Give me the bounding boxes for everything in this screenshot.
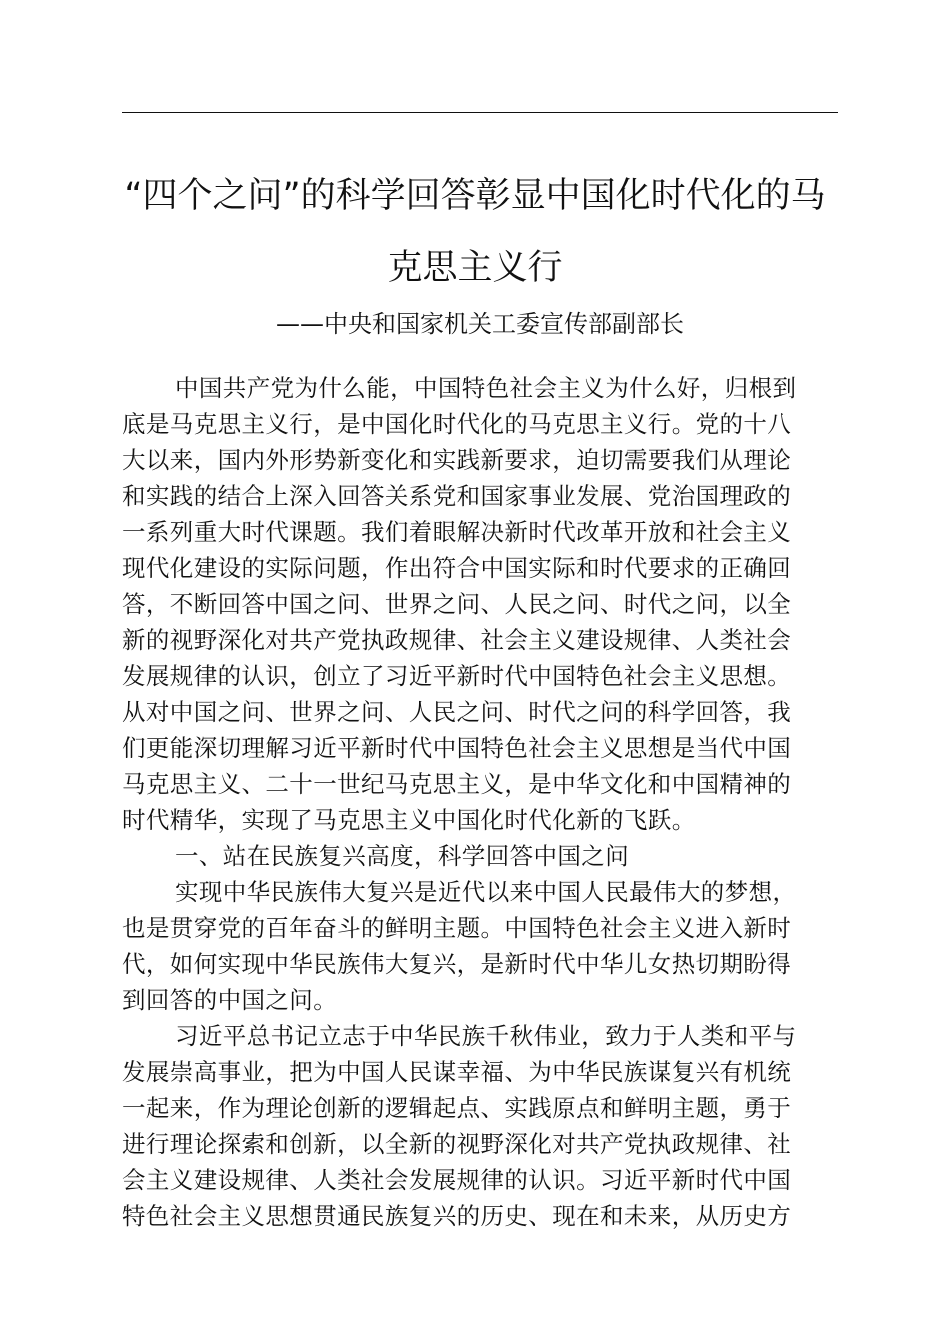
body-line: 时代精华，实现了马克思主义中国化时代化新的飞跃。 xyxy=(122,806,696,834)
body-line: 中国共产党为什么能，中国特色社会主义为什么好，归根到 xyxy=(175,374,797,402)
document-subtitle: ——中央和国家机关工委宣传部副部长 xyxy=(276,310,684,338)
body-line: 底是马克思主义行，是中国化时代化的马克思主义行。党的十八 xyxy=(122,410,792,438)
body-line: 和实践的结合上深入回答关系党和国家事业发展、党治国理政的 xyxy=(122,482,792,510)
body-line: 会主义建设规律、人类社会发展规律的认识。习近平新时代中国 xyxy=(122,1166,792,1194)
body-line: 习近平总书记立志于中华民族千秋伟业，致力于人类和平与 xyxy=(175,1022,797,1050)
body-line: 一系列重大时代课题。我们着眼解决新时代改革开放和社会主义 xyxy=(122,518,792,546)
body-line: 新的视野深化对共产党执政规律、社会主义建设规律、人类社会 xyxy=(122,626,792,654)
body-line: 现代化建设的实际问题，作出符合中国实际和时代要求的正确回 xyxy=(122,554,792,582)
body-line: 也是贯穿党的百年奋斗的鲜明主题。中国特色社会主义进入新时 xyxy=(122,914,792,942)
body-line: 到回答的中国之问。 xyxy=(122,986,338,1014)
section-heading-1: 一、站在民族复兴高度，科学回答中国之问 xyxy=(175,842,630,870)
body-line: 马克思主义、二十一世纪马克思主义，是中华文化和中国精神的 xyxy=(122,770,792,798)
body-line: 答，不断回答中国之问、世界之问、人民之问、时代之问，以全 xyxy=(122,590,792,618)
body-line: 大以来，国内外形势新变化和实践新要求，迫切需要我们从理论 xyxy=(122,446,792,474)
body-line: 代，如何实现中华民族伟大复兴，是新时代中华儿女热切期盼得 xyxy=(122,950,792,978)
body-line: 特色社会主义思想贯通民族复兴的历史、现在和未来，从历史方 xyxy=(122,1202,792,1230)
body-line: 实现中华民族伟大复兴是近代以来中国人民最伟大的梦想， xyxy=(175,878,797,906)
body-line: 们更能深切理解习近平新时代中国特色社会主义思想是当代中国 xyxy=(122,734,792,762)
body-line: 发展规律的认识，创立了习近平新时代中国特色社会主义思想。 xyxy=(122,662,792,690)
top-divider-line xyxy=(122,112,838,113)
document-title-line-1: “四个之问”的科学回答彰显中国化时代化的马 xyxy=(124,176,826,216)
body-line: 进行理论探索和创新，以全新的视野深化对共产党执政规律、社 xyxy=(122,1130,792,1158)
document-title-line-2: 克思主义行 xyxy=(387,248,563,288)
body-line: 一起来，作为理论创新的逻辑起点、实践原点和鲜明主题，勇于 xyxy=(122,1094,792,1122)
body-line: 从对中国之问、世界之问、人民之问、时代之问的科学回答，我 xyxy=(122,698,792,726)
body-line: 发展崇高事业，把为中国人民谋幸福、为中华民族谋复兴有机统 xyxy=(122,1058,792,1086)
